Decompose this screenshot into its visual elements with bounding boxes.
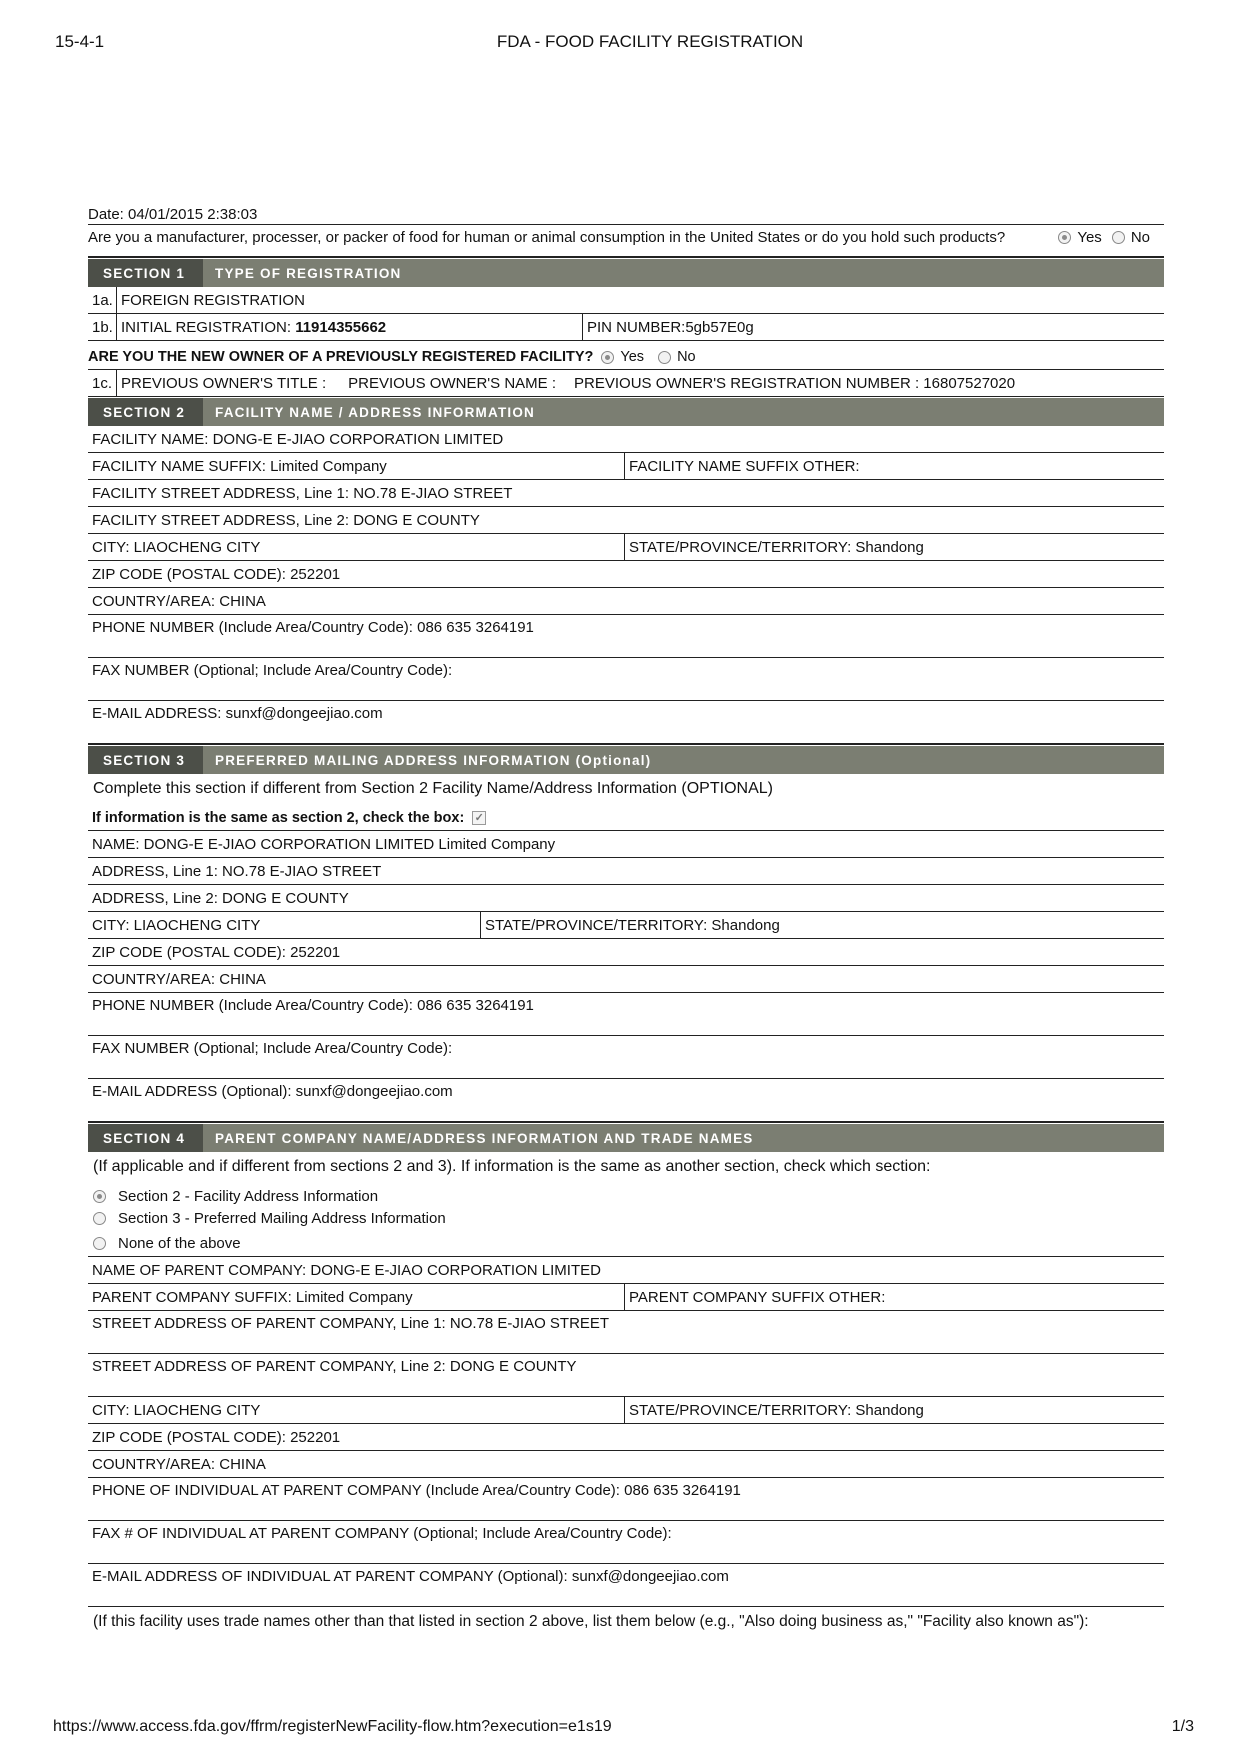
parent-street-line2: STREET ADDRESS OF PARENT COMPANY, Line 2: DONG E COUNTY	[92, 1358, 577, 1375]
section-number: SECTION 2	[88, 398, 203, 426]
facility-fax: FAX NUMBER (Optional; Include Area/Country Code):	[92, 662, 453, 679]
row-1a	[88, 287, 1164, 314]
parent-company-name: NAME OF PARENT COMPANY: DONG-E E-JIAO CORPORATION LIMITED	[92, 1261, 601, 1279]
print-date-header: 15-4-1	[55, 32, 105, 51]
option-section3-label: Section 3 - Preferred Mailing Address Information	[118, 1210, 446, 1227]
parent-zip: ZIP CODE (POSTAL CODE): 252201	[92, 1428, 341, 1446]
row-label: 1a.	[88, 287, 117, 313]
facility-street-line2: FACILITY STREET ADDRESS, Line 2: DONG E COUNTY	[92, 511, 480, 529]
parent-phone-row	[88, 1478, 1164, 1521]
section-title: PREFERRED MAILING ADDRESS INFORMATION (Optional)	[215, 752, 652, 768]
mailing-zip-row	[88, 939, 1164, 966]
row-label: 1c.	[88, 370, 117, 396]
mailing-state: STATE/PROVINCE/TERRITORY: Shandong	[480, 912, 1164, 938]
row-1b	[88, 314, 1164, 341]
parent-city: CITY: LIAOCHENG CITY	[92, 1401, 261, 1419]
facility-suffix-other: FACILITY NAME SUFFIX OTHER:	[624, 453, 1164, 479]
section-number: SECTION 1	[88, 259, 203, 287]
section-2-header	[88, 398, 1164, 426]
page-title: FDA - FOOD FACILITY REGISTRATION	[496, 32, 804, 51]
mailing-address2-row	[88, 885, 1164, 912]
section-title: FACILITY NAME / ADDRESS INFORMATION	[215, 404, 536, 420]
option-section2-label: Section 2 - Facility Address Information	[118, 1188, 379, 1205]
facility-city-row	[88, 534, 1164, 561]
registration-type: FOREIGN REGISTRATION	[121, 291, 305, 309]
new-owner-question-text: ARE YOU THE NEW OWNER OF A PREVIOUSLY REGISTERED FACILITY?	[88, 349, 594, 365]
mailing-phone-row	[88, 993, 1164, 1036]
parent-country: COUNTRY/AREA: CHINA	[92, 1455, 266, 1473]
parent-street2-row	[88, 1354, 1164, 1397]
parent-email-row	[88, 1564, 1164, 1607]
facility-email-row	[88, 701, 1164, 745]
parent-company-suffix-other: PARENT COMPANY SUFFIX OTHER:	[624, 1284, 1164, 1310]
yes-label: Yes	[620, 349, 645, 365]
same-as-section2-question	[88, 802, 1164, 831]
new-owner-no-option[interactable]	[658, 349, 696, 365]
new-owner-question	[88, 341, 1164, 370]
new-owner-yes-option[interactable]	[601, 349, 644, 365]
mailing-country-row	[88, 966, 1164, 993]
mailing-email: E-MAIL ADDRESS (Optional): sunxf@dongeejiao.com	[92, 1083, 453, 1100]
parent-name-row	[88, 1257, 1164, 1284]
facility-zip-row	[88, 561, 1164, 588]
option-none-label: None of the above	[118, 1235, 241, 1252]
yes-label: Yes	[1077, 229, 1102, 246]
mailing-city: CITY: LIAOCHENG CITY	[92, 916, 261, 934]
us-food-question	[88, 225, 1164, 258]
facility-name-row	[88, 426, 1164, 453]
mailing-fax: FAX NUMBER (Optional; Include Area/Country Code):	[92, 1040, 453, 1057]
facility-country: COUNTRY/AREA: CHINA	[92, 592, 266, 610]
mailing-phone: PHONE NUMBER (Include Area/Country Code): 086 635 3264191	[92, 997, 534, 1014]
facility-zip: ZIP CODE (POSTAL CODE): 252201	[92, 565, 341, 583]
registration-form	[88, 204, 1164, 1635]
section-number: SECTION 4	[88, 1124, 203, 1152]
mailing-address-line1: ADDRESS, Line 1: NO.78 E-JIAO STREET	[92, 862, 382, 880]
mailing-name: NAME: DONG-E E-JIAO CORPORATION LIMITED Limited Company	[92, 835, 556, 853]
facility-suffix-row	[88, 453, 1164, 480]
initial-registration-label: INITIAL REGISTRATION:	[121, 318, 296, 336]
mailing-zip: ZIP CODE (POSTAL CODE): 252201	[92, 943, 341, 961]
mailing-email-row	[88, 1079, 1164, 1123]
mailing-address1-row	[88, 858, 1164, 885]
section-title: TYPE OF REGISTRATION	[215, 265, 402, 281]
mailing-fax-row	[88, 1036, 1164, 1079]
no-label: No	[677, 349, 696, 365]
section-title: PARENT COMPANY NAME/ADDRESS INFORMATION AND TRADE NAMES	[215, 1130, 754, 1146]
row-label: 1b.	[88, 314, 117, 340]
facility-phone: PHONE NUMBER (Include Area/Country Code): 086 635 3264191	[92, 619, 534, 636]
form-date: Date: 04/01/2015 2:38:03	[88, 204, 1164, 225]
facility-city: CITY: LIAOCHENG CITY	[92, 538, 261, 556]
row-1c	[88, 370, 1164, 397]
parent-street1-row	[88, 1311, 1164, 1354]
mailing-city-row	[88, 912, 1164, 939]
parent-phone: PHONE OF INDIVIDUAL AT PARENT COMPANY (Include Area/Country Code): 086 635 3264191	[92, 1482, 741, 1499]
registration-number: 11914355662	[295, 318, 387, 336]
section-1-header	[88, 259, 1164, 287]
parent-suffix-row	[88, 1284, 1164, 1311]
option-section2[interactable]	[93, 1187, 1159, 1206]
facility-suffix: FACILITY NAME SUFFIX: Limited Company	[92, 457, 387, 475]
facility-email: E-MAIL ADDRESS: sunxf@dongeejiao.com	[92, 705, 383, 722]
page-number: 1/3	[1171, 1718, 1194, 1735]
facility-country-row	[88, 588, 1164, 615]
parent-state: STATE/PROVINCE/TERRITORY: Shandong	[624, 1397, 1164, 1423]
mailing-address-line2: ADDRESS, Line 2: DONG E COUNTY	[92, 889, 349, 907]
same-as-section2-label: If information is the same as section 2, check the box:	[92, 810, 465, 826]
same-section-options	[88, 1180, 1164, 1253]
parent-zip-row	[88, 1424, 1164, 1451]
us-food-no-option[interactable]	[1112, 229, 1150, 246]
previous-owner-name: PREVIOUS OWNER'S NAME :	[348, 374, 557, 392]
section-number: SECTION 3	[88, 746, 203, 774]
trade-names-instructions: (If this facility uses trade names other than that listed in section 2 above, list them below (e.g., "Also doing business as," "Facility also known as"):	[93, 1613, 1089, 1630]
mailing-name-row	[88, 831, 1164, 858]
previous-owner-title: PREVIOUS OWNER'S TITLE :	[121, 374, 327, 392]
section-3-intro: Complete this section if different from Section 2 Facility Name/Address Information (OPTIONAL)	[93, 780, 773, 797]
mailing-country: COUNTRY/AREA: CHINA	[92, 970, 266, 988]
parent-fax: FAX # OF INDIVIDUAL AT PARENT COMPANY (Optional; Include Area/Country Code):	[92, 1525, 672, 1542]
option-none[interactable]	[93, 1234, 1159, 1253]
facility-street2-row	[88, 507, 1164, 534]
us-food-question-text: Are you a manufacturer, processer, or packer of food for human or animal consumption in the United States or do you hold such products?	[88, 229, 1006, 246]
footer-url: https://www.access.fda.gov/ffrm/registerNewFacility-flow.htm?execution=e1s19	[53, 1718, 612, 1735]
same-as-section2-checkbox[interactable]: ✓	[472, 811, 486, 825]
facility-fax-row	[88, 658, 1164, 701]
facility-name: FACILITY NAME: DONG-E E-JIAO CORPORATION LIMITED	[92, 430, 504, 448]
pin-number: PIN NUMBER:5gb57E0g	[582, 314, 1164, 340]
radio-empty-icon[interactable]	[93, 1237, 106, 1250]
option-section3[interactable]	[93, 1209, 1159, 1228]
radio-empty-icon[interactable]	[93, 1212, 106, 1225]
parent-street-line1: STREET ADDRESS OF PARENT COMPANY, Line 1: NO.78 E-JIAO STREET	[92, 1315, 610, 1332]
radio-selected-icon[interactable]	[601, 351, 614, 364]
facility-phone-row	[88, 615, 1164, 658]
parent-company-suffix: PARENT COMPANY SUFFIX: Limited Company	[92, 1288, 413, 1306]
facility-street1-row	[88, 480, 1164, 507]
section-4-header	[88, 1124, 1164, 1152]
facility-state: STATE/PROVINCE/TERRITORY: Shandong	[624, 534, 1164, 560]
radio-empty-icon[interactable]	[1112, 231, 1125, 244]
initial-registration	[117, 316, 582, 339]
radio-selected-icon[interactable]	[93, 1190, 106, 1203]
parent-email: E-MAIL ADDRESS OF INDIVIDUAL AT PARENT COMPANY (Optional): sunxf@dongeejiao.com	[92, 1568, 729, 1585]
previous-owner-registration: PREVIOUS OWNER'S REGISTRATION NUMBER : 16807527020	[574, 374, 1016, 392]
section-3-header	[88, 746, 1164, 774]
parent-fax-row	[88, 1521, 1164, 1564]
parent-country-row	[88, 1451, 1164, 1478]
no-label: No	[1130, 229, 1150, 246]
facility-street-line1: FACILITY STREET ADDRESS, Line 1: NO.78 E-JIAO STREET	[92, 484, 513, 502]
radio-selected-icon[interactable]	[1058, 231, 1071, 244]
section-4-intro: (If applicable and if different from sections 2 and 3). If information is the same as another section, check which section:	[93, 1158, 931, 1175]
radio-empty-icon[interactable]	[658, 351, 671, 364]
us-food-yes-option[interactable]	[1058, 229, 1101, 246]
parent-city-row	[88, 1397, 1164, 1424]
